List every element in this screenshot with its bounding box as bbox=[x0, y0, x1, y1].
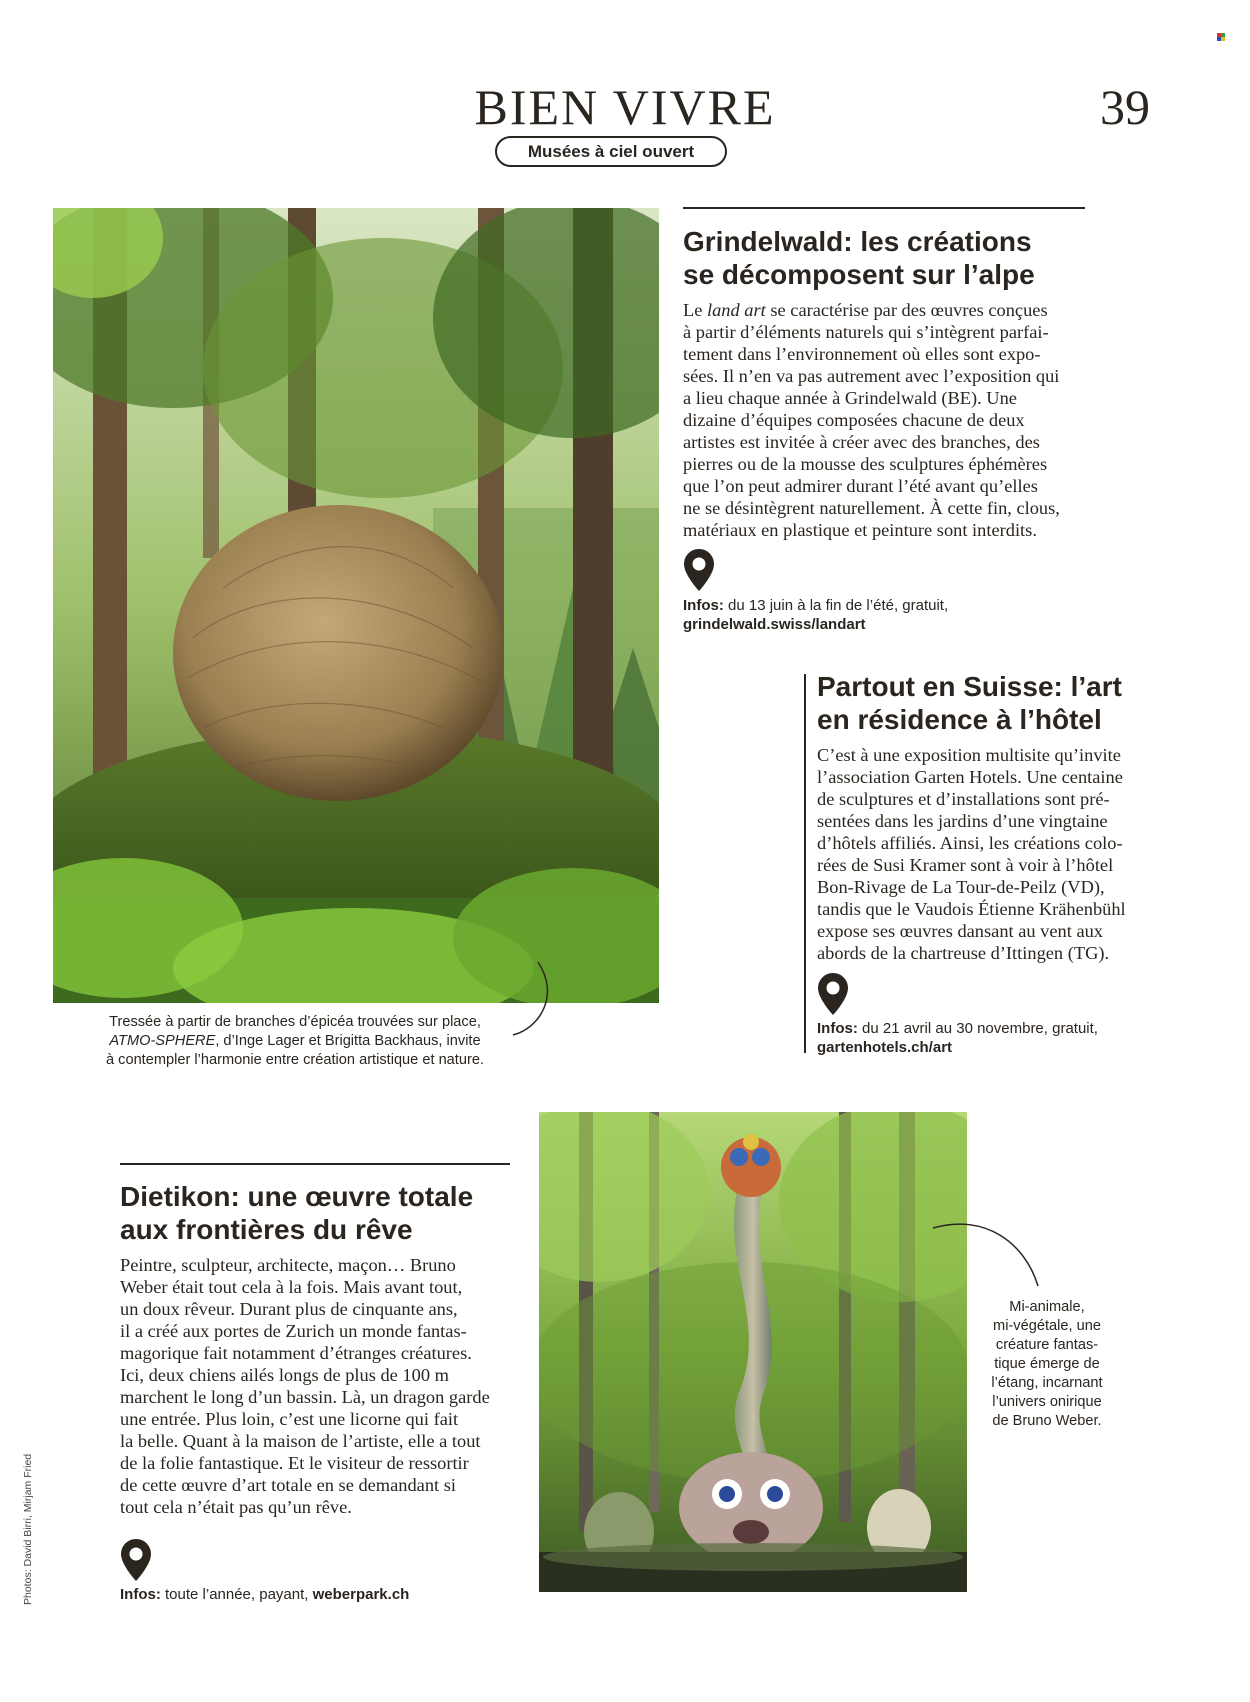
body-line: matériaux en plastique et peinture sont interdits. bbox=[683, 520, 1037, 540]
caption-line bbox=[65, 1032, 525, 1051]
infos-label: Infos: bbox=[683, 597, 724, 614]
body-line: que l’on peut admirer durant l’été avant qu’elles bbox=[683, 476, 1038, 496]
body-line: artistes est invitée à créer avec des branches, des bbox=[683, 432, 1040, 452]
headline-line: se décomposent sur l’alpe bbox=[683, 259, 1035, 290]
article-rule bbox=[683, 207, 1085, 209]
article-headline bbox=[683, 225, 1035, 291]
color-registration-mark bbox=[1217, 33, 1225, 41]
body-line: sentées dans les jardins d’une vingtaine bbox=[817, 811, 1108, 831]
body-line: l’association Garten Hotels. Une centaine bbox=[817, 767, 1123, 787]
subsection-label: Musées à ciel ouvert bbox=[495, 136, 727, 167]
caption-line: l’univers onirique bbox=[992, 1394, 1102, 1410]
photo-credit-text: Photos: David Birri, Mirjam Fried bbox=[22, 1453, 34, 1605]
body-line bbox=[683, 299, 1060, 321]
body-fragment: se caractérise par des œuvres conçues bbox=[765, 300, 1048, 320]
infos-block bbox=[683, 596, 948, 634]
headline-line: en résidence à l’hôtel bbox=[817, 704, 1102, 735]
body-line: la belle. Quant à la maison de l’artiste, elle a tout bbox=[120, 1431, 481, 1451]
body-line: sées. Il n’en va pas autrement avec l’exposition qui bbox=[683, 366, 1060, 386]
body-line: Ici, deux chiens ailés longs de plus de 100 m bbox=[120, 1365, 449, 1385]
body-line: un doux rêveur. Durant plus de cinquante ans, bbox=[120, 1299, 458, 1319]
headline-line: Partout en Suisse: l’art bbox=[817, 671, 1122, 702]
body-line: tout cela n’était pas qu’un rêve. bbox=[120, 1497, 352, 1517]
headline-line: Dietikon: une œuvre totale bbox=[120, 1181, 474, 1212]
headline-line: Grindelwald: les créations bbox=[683, 226, 1032, 257]
body-line: marchent le long d’un bassin. Là, un dragon garde bbox=[120, 1387, 490, 1407]
infos-block bbox=[817, 1019, 1098, 1057]
infos-link[interactable]: grindelwald.swiss/landart bbox=[683, 616, 866, 633]
page-number: 39 bbox=[1100, 79, 1150, 135]
caption-line: mi-végétale, une bbox=[993, 1318, 1101, 1334]
photo-bruno-weber-creature bbox=[539, 1112, 967, 1592]
body-line: de cette œuvre d’art totale en se demandant si bbox=[120, 1475, 456, 1495]
section-title: BIEN VIVRE bbox=[474, 79, 776, 135]
body-line: Peintre, sculpteur, architecte, maçon… Bruno bbox=[120, 1255, 456, 1275]
body-line: abords de la chartreuse d’Ittingen (TG). bbox=[817, 943, 1110, 963]
body-line: d’hôtels affiliés. Ainsi, les créations colo- bbox=[817, 833, 1123, 853]
infos-text: toute l’année, payant, bbox=[160, 1586, 313, 1603]
caption-atmo-sphere bbox=[65, 1013, 525, 1070]
infos-link[interactable]: weberpark.ch bbox=[312, 1586, 410, 1603]
article-body bbox=[120, 1254, 490, 1518]
article-headline bbox=[817, 670, 1122, 736]
body-line: expose ses œuvres dansant au vent aux bbox=[817, 921, 1103, 941]
article-rule bbox=[120, 1163, 510, 1165]
body-line: a lieu chaque année à Grindelwald (BE). Une bbox=[683, 388, 1017, 408]
map-pin-icon bbox=[817, 972, 849, 1016]
infos-label: Infos: bbox=[817, 1020, 858, 1037]
body-line: magorique fait notamment d’étranges créatures. bbox=[120, 1343, 472, 1363]
body-line: C’est à une exposition multisite qu’invite bbox=[817, 745, 1121, 765]
caption-line: créature fantas- bbox=[995, 1337, 1099, 1353]
body-line: ne se désintègrent naturellement. À cette fin, clous, bbox=[683, 498, 1060, 518]
map-pin-icon bbox=[683, 548, 715, 592]
article-body bbox=[817, 744, 1126, 964]
infos-text: du 13 juin à la fin de l’été, gratuit, bbox=[723, 597, 949, 614]
body-fragment-italic: land art bbox=[707, 300, 766, 320]
body-line: de la folie fantastique. Et le visiteur de ressortir bbox=[120, 1453, 469, 1473]
caption-leader-line bbox=[510, 960, 560, 1040]
body-line: pierres ou de la mousse des sculptures éphémères bbox=[683, 454, 1048, 474]
map-pin-icon bbox=[120, 1538, 152, 1582]
body-line: il a créé aux portes de Zurich un monde fantas- bbox=[120, 1321, 467, 1341]
artwork-title: ATMO-SPHERE bbox=[109, 1033, 216, 1049]
infos-link[interactable]: gartenhotels.ch/art bbox=[817, 1039, 953, 1056]
body-fragment: Le bbox=[683, 300, 707, 320]
body-line: Weber était tout cela à la fois. Mais avant tout, bbox=[120, 1277, 463, 1297]
caption-line: Mi-animale, bbox=[1009, 1299, 1085, 1315]
headline-line: aux frontières du rêve bbox=[120, 1214, 413, 1245]
article-headline bbox=[120, 1180, 473, 1246]
article-rule-vertical bbox=[804, 674, 806, 1053]
infos-block bbox=[120, 1585, 409, 1604]
caption-line: l’étang, incarnant bbox=[991, 1375, 1103, 1391]
caption-line: tique émerge de bbox=[994, 1356, 1100, 1372]
body-line: à partir d’éléments naturels qui s’intègrent parfai- bbox=[683, 322, 1049, 342]
infos-label: Infos: bbox=[120, 1586, 161, 1603]
article-body bbox=[683, 299, 1060, 541]
body-line: tement dans l’environnement où elles sont expo- bbox=[683, 344, 1041, 364]
caption-line-rest: , d’Inge Lager et Brigitta Backhaus, invite bbox=[215, 1033, 481, 1049]
body-line: tandis que le Vaudois Étienne Krähenbühl bbox=[817, 899, 1126, 919]
caption-line: de Bruno Weber. bbox=[992, 1413, 1102, 1429]
body-line: dizaine d’équipes composées chacune de deux bbox=[683, 410, 1025, 430]
caption-creature bbox=[972, 1298, 1122, 1431]
body-line: de sculptures et d’installations sont pré- bbox=[817, 789, 1110, 809]
caption-line: à contempler l’harmonie entre création artistique et nature. bbox=[105, 1052, 485, 1068]
infos-text: du 21 avril au 30 novembre, gratuit, bbox=[857, 1020, 1098, 1037]
photo-atmo-sphere bbox=[53, 208, 659, 1003]
body-line: Bon-Rivage de La Tour-de-Peilz (VD), bbox=[817, 877, 1105, 897]
caption-line: Tressée à partir de branches d’épicéa trouvées sur place, bbox=[109, 1014, 481, 1030]
body-line: rées de Susi Kramer sont à voir à l’hôtel bbox=[817, 855, 1114, 875]
body-line: une entrée. Plus loin, c’est une licorne qui fait bbox=[120, 1409, 459, 1429]
caption-leader-line bbox=[930, 1218, 1042, 1290]
